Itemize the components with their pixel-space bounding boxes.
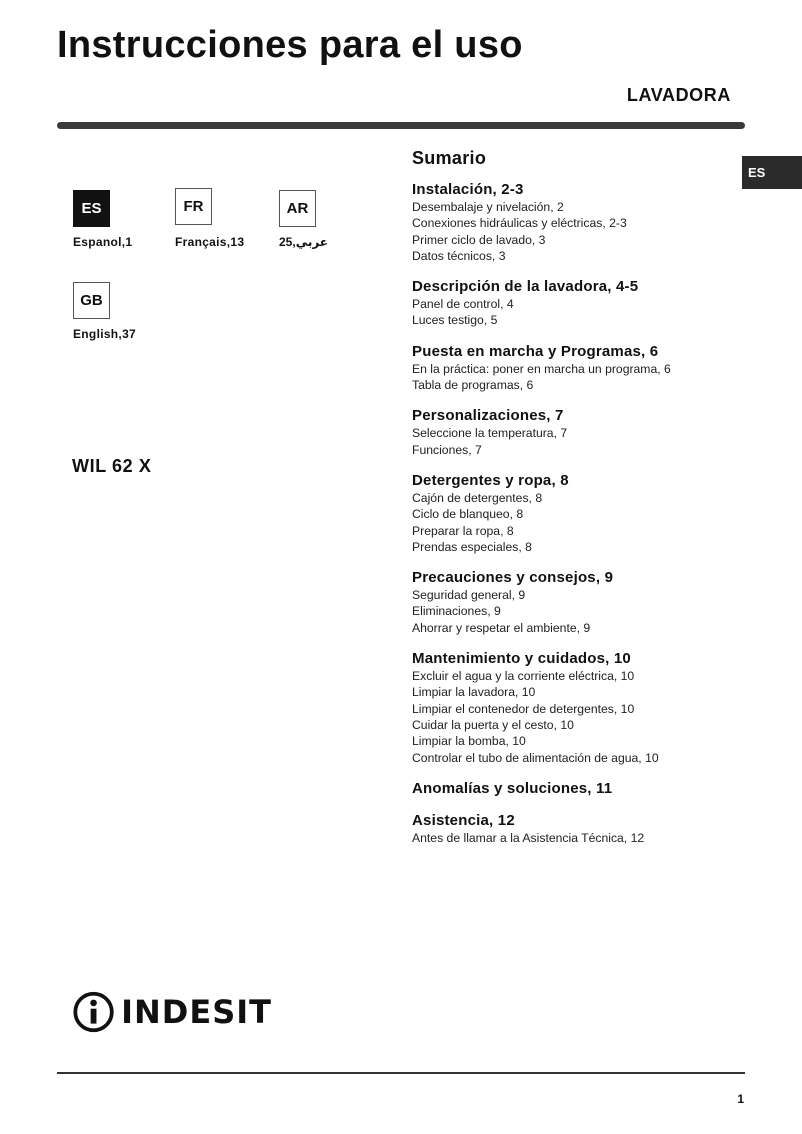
language-tab-es[interactable]: ES bbox=[742, 156, 802, 189]
toc-item[interactable]: Antes de llamar a la Asistencia Técnica, 12 bbox=[412, 830, 645, 845]
toc-item[interactable]: Ciclo de blanqueo, 8 bbox=[412, 507, 524, 522]
toc-title: Sumario bbox=[412, 148, 487, 168]
lang-label-es[interactable]: Espanol,1 bbox=[73, 235, 133, 249]
toc-item[interactable]: Conexiones hidráulicas y eléctricas, 2-3 bbox=[412, 216, 627, 231]
brand-logo bbox=[72, 986, 272, 1038]
toc-heading[interactable]: Anomalías y soluciones, 11 bbox=[412, 779, 613, 797]
toc-item[interactable]: Limpiar la bomba, 10 bbox=[412, 734, 526, 749]
toc-item[interactable]: Seguridad general, 9 bbox=[412, 588, 526, 603]
toc-item[interactable]: Prendas especiales, 8 bbox=[412, 539, 532, 554]
toc-heading[interactable]: Personalizaciones, 7 bbox=[412, 407, 564, 425]
table-of-contents bbox=[412, 148, 742, 860]
lang-label-ar[interactable] bbox=[279, 235, 328, 249]
toc-item[interactable]: Tabla de programas, 6 bbox=[412, 378, 534, 393]
toc-item[interactable]: Panel de control, 4 bbox=[412, 297, 514, 312]
toc-heading[interactable]: Detergentes y ropa, 8 bbox=[412, 471, 569, 489]
toc-item[interactable]: En la práctica: poner en marcha un programa, 6 bbox=[412, 361, 671, 376]
lang-box-es[interactable]: ES bbox=[73, 190, 110, 227]
toc-item[interactable]: Datos técnicos, 3 bbox=[412, 248, 506, 263]
brand-name: INDESIT bbox=[121, 993, 272, 1031]
toc-item[interactable]: Primer ciclo de lavado, 3 bbox=[412, 232, 546, 247]
toc-section bbox=[412, 407, 742, 458]
toc-item[interactable]: Cajón de detergentes, 8 bbox=[412, 490, 543, 505]
toc-item[interactable]: Limpiar la lavadora, 10 bbox=[412, 685, 536, 700]
toc-item[interactable]: Limpiar el contenedor de detergentes, 10 bbox=[412, 701, 635, 716]
toc-section bbox=[412, 780, 742, 798]
model-number: WIL 62 X bbox=[72, 456, 152, 476]
lang-box-fr[interactable]: FR bbox=[175, 188, 212, 225]
toc-item[interactable]: Luces testigo, 5 bbox=[412, 313, 498, 328]
page-title: Instrucciones para el uso bbox=[57, 24, 523, 66]
toc-heading[interactable]: Mantenimiento y cuidados, 10 bbox=[412, 650, 631, 668]
toc-heading[interactable]: Instalación, 2-3 bbox=[412, 181, 524, 198]
toc-section bbox=[412, 343, 742, 394]
toc-heading[interactable]: Asistencia, 12 bbox=[412, 811, 515, 829]
toc-item[interactable]: Seleccione la temperatura, 7 bbox=[412, 426, 568, 441]
toc-item[interactable]: Funciones, 7 bbox=[412, 442, 482, 457]
toc-section bbox=[412, 472, 742, 555]
page-number: 1 bbox=[737, 1092, 744, 1106]
lang-box-gb[interactable]: GB bbox=[73, 282, 110, 319]
lang-label-fr[interactable]: Français,13 bbox=[175, 235, 245, 249]
footer-divider bbox=[57, 1072, 745, 1074]
toc-section bbox=[412, 569, 742, 636]
toc-item[interactable]: Eliminaciones, 9 bbox=[412, 604, 501, 619]
toc-section bbox=[412, 812, 742, 846]
product-type: LAVADORA bbox=[626, 85, 731, 105]
toc-sections bbox=[412, 181, 742, 846]
toc-section bbox=[412, 650, 742, 766]
toc-section bbox=[412, 278, 742, 329]
lang-label-ar-text: عربي,25 bbox=[279, 235, 329, 249]
toc-item[interactable]: Excluir el agua y la corriente eléctrica, 10 bbox=[412, 669, 635, 684]
toc-item[interactable]: Cuidar la puerta y el cesto, 10 bbox=[412, 717, 574, 732]
toc-item[interactable]: Desembalaje y nivelación, 2 bbox=[412, 200, 564, 214]
toc-heading[interactable]: Precauciones y consejos, 9 bbox=[412, 569, 614, 587]
toc-heading[interactable]: Descripción de la lavadora, 4-5 bbox=[412, 278, 639, 296]
toc-item[interactable]: Preparar la ropa, 8 bbox=[412, 523, 514, 538]
toc-heading[interactable]: Puesta en marcha y Programas, 6 bbox=[412, 342, 659, 360]
indesit-logo-icon bbox=[72, 986, 115, 1038]
lang-box-ar[interactable]: AR bbox=[279, 190, 316, 227]
toc-section bbox=[412, 181, 742, 264]
header-divider bbox=[57, 122, 745, 129]
toc-item[interactable]: Controlar el tubo de alimentación de agua, 10 bbox=[412, 750, 659, 765]
toc-item[interactable]: Ahorrar y respetar el ambiente, 9 bbox=[412, 620, 591, 635]
lang-label-gb[interactable]: English,37 bbox=[73, 327, 137, 341]
